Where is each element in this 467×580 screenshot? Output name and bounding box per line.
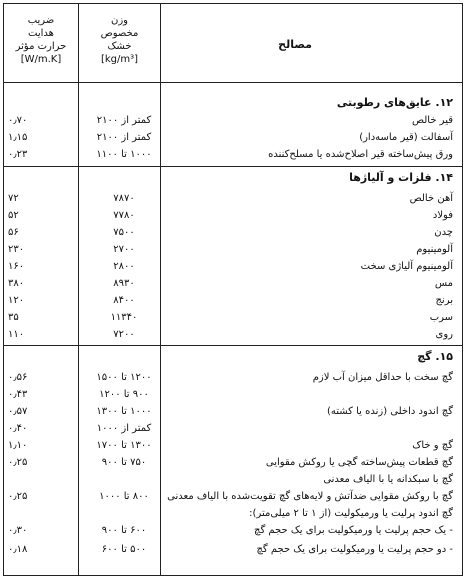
table-cell-conductivity: ۰٫۴۳ <box>8 389 28 400</box>
table-cell-material: آسفالت (قیر ماسه‌دار) <box>359 132 453 143</box>
table-cell-material: قیر خالص <box>411 115 453 126</box>
section-divider <box>3 345 463 346</box>
table-cell-material: سرب <box>429 312 453 323</box>
table-cell-conductivity: ۱٫۱۵ <box>8 132 28 143</box>
table-cell-conductivity: ۰٫۲۵ <box>8 457 28 468</box>
table-cell-density: ۸۴۰۰ <box>113 295 135 306</box>
table-cell-density: کمتر از ۱۰۰۰ <box>96 423 152 434</box>
table-cell-conductivity: ۰٫۷۰ <box>8 115 28 126</box>
table-cell-material: - دو حجم پرلیت یا ورمیکولیت برای یک حجم گچ <box>256 544 453 555</box>
table-cell-material: برنج <box>435 295 453 306</box>
table-cell-conductivity: ۱۶۰ <box>8 261 25 272</box>
table-cell-material: چدن <box>434 227 453 238</box>
table-cell-conductivity: ۰٫۵۶ <box>8 372 28 383</box>
table-cell-density: ۱۰۰۰ تا ۱۱۰۰ <box>96 149 152 160</box>
table-cell-density: ۱۱۳۴۰ <box>110 312 138 323</box>
table-cell-material: فولاد <box>432 210 453 221</box>
section-heading: ۱۲. عایق‌های رطوبتی <box>336 96 453 109</box>
table-cell-material: گچ قطعات پیش‌ساخته گچی یا روکش مقوایی <box>265 457 453 468</box>
table-cell-density: کمتر از ۲۱۰۰ <box>96 115 152 126</box>
table-cell-conductivity: ۳۵ <box>8 312 19 323</box>
table-cell-material: گچ سخت با حداقل میزان آب لازم <box>312 372 453 383</box>
table-cell-density: ۷۵۰ تا ۹۰۰ <box>101 457 147 468</box>
table-cell-material: گچ اندود پرلیت یا ورمیکولیت (از ۱ تا ۲ میلی‌متر): <box>249 508 453 519</box>
table-cell-material: مس <box>434 278 453 289</box>
header-divider <box>3 82 463 83</box>
column-divider <box>78 3 79 576</box>
table-cell-conductivity: ۱۲۰ <box>8 295 25 306</box>
table-cell-density: ۶۰۰ تا ۹۰۰ <box>101 525 147 536</box>
table-cell-conductivity: ۱۱۰ <box>8 329 25 340</box>
table-cell-conductivity: ۰٫۲۳ <box>8 149 28 160</box>
table-cell-conductivity: ۵۶ <box>8 227 19 238</box>
table-cell-density: ۸۰۰ تا ۱۰۰۰ <box>99 491 149 502</box>
table-cell-density: ۸۹۳۰ <box>113 278 135 289</box>
table-cell-density: ۱۰۰۰ تا ۱۳۰۰ <box>96 406 152 417</box>
table-cell-material: گچ با روکش مقوایی ضدآتش و لایه‌های گچ تقویت‌شده با الیاف معدنی <box>167 491 453 502</box>
table-cell-conductivity: ۷۲ <box>8 193 19 204</box>
table-cell-density: ۹۰۰ تا ۱۲۰۰ <box>99 389 149 400</box>
table-cell-conductivity: ۰٫۲۵ <box>8 491 28 502</box>
table-cell-density: کمتر از ۲۱۰۰ <box>96 132 152 143</box>
table-cell-material: آلومینیوم آلیاژی سخت <box>360 261 453 272</box>
table-cell-material: آلومینیوم <box>416 244 453 255</box>
table-cell-material: آهن خالص <box>409 193 453 204</box>
table-cell-density: ۲۷۰۰ <box>113 244 135 255</box>
table-cell-conductivity: ۰٫۱۸ <box>8 544 28 555</box>
section-heading: ۱۵. گچ <box>417 350 453 363</box>
table-cell-density: ۲۸۰۰ <box>113 261 135 272</box>
header-conductivity: ضریب هدایت حرارت مؤثر [W/m.K] <box>15 15 67 65</box>
table-cell-conductivity: ۱٫۱۰ <box>8 440 28 451</box>
table-cell-material: - یک حجم پرلیت یا ورمیکولیت برای یک حجم گچ <box>253 525 453 536</box>
table-cell-conductivity: ۵۲ <box>8 210 19 221</box>
table-cell-conductivity: ۰٫۵۷ <box>8 406 28 417</box>
header-density: وزن مخصوص خشک [kg/m³] <box>100 15 139 65</box>
table-cell-density: ۷۵۰۰ <box>113 227 135 238</box>
table-cell-density: ۵۰۰ تا ۶۰۰ <box>101 544 147 555</box>
section-heading: ۱۴. فلزات و آلیاژها <box>349 171 453 184</box>
header-material: مصالح <box>278 38 312 51</box>
table-cell-conductivity: ۰٫۳۰ <box>8 525 28 536</box>
table-cell-material: گچ اندود داخلی (زنده یا کشته) <box>326 406 453 417</box>
table-cell-density: ۷۷۸۰ <box>113 210 135 221</box>
table-cell-material: ورق پیش‌ساخته قیر اصلاح‌شده یا مسلح‌کننده <box>268 149 453 160</box>
table-cell-density: ۷۲۰۰ <box>113 329 135 340</box>
section-divider <box>3 166 463 167</box>
table-cell-conductivity: ۳۸۰ <box>8 278 25 289</box>
table-cell-conductivity: ۰٫۴۰ <box>8 423 28 434</box>
table-cell-material: روی <box>435 329 453 340</box>
table-cell-material: گچ با سبکدانه یا با الیاف معدنی <box>323 474 453 485</box>
table-cell-conductivity: ۲۳۰ <box>8 244 25 255</box>
table-cell-density: ۷۸۷۰ <box>113 193 135 204</box>
table-cell-density: ۱۲۰۰ تا ۱۵۰۰ <box>96 372 152 383</box>
table-cell-density: ۱۳۰۰ تا ۱۷۰۰ <box>96 440 152 451</box>
table-cell-material: گچ و خاک <box>412 440 453 451</box>
